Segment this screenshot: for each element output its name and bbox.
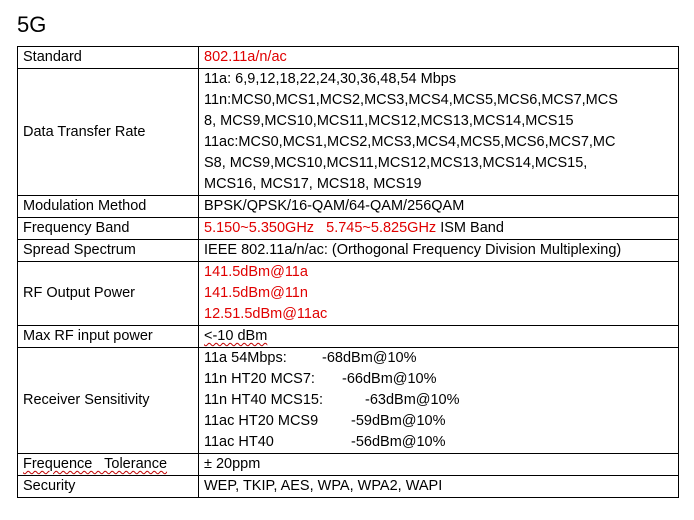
frequency-value — [199, 218, 679, 240]
frequency-suffix: ISM Band — [440, 220, 504, 236]
row-security — [18, 476, 679, 498]
receiver-label: Receiver Sensitivity — [18, 348, 199, 454]
rf-output-11a: 141.5dBm@11a — [204, 264, 308, 280]
receiver-level: -59dBm@10% — [351, 413, 446, 429]
data-rate-value — [199, 69, 679, 196]
receiver-item — [204, 369, 673, 390]
standard-value: 802.11a/n/ac — [199, 47, 679, 69]
receiver-mode: 11n HT20 MCS7: — [204, 371, 315, 387]
data-rate-line-11ac-cont: S8, MCS9,MCS10,MCS11,MCS12,MCS13,MCS14,MCS15, — [204, 155, 588, 171]
data-rate-line-11ac: 11ac:MCS0,MCS1,MCS2,MCS3,MCS4,MCS5,MCS6,MCS7,MC — [204, 134, 616, 150]
row-standard — [18, 47, 679, 69]
receiver-level: -63dBm@10% — [365, 392, 460, 408]
data-rate-label: Data Transfer Rate — [18, 69, 199, 196]
receiver-mode: 11n HT40 MCS15: — [204, 392, 324, 408]
rf-output-value — [199, 262, 679, 326]
receiver-level: -68dBm@10% — [322, 350, 417, 366]
tolerance-label-text: Frequence Tolerance — [23, 456, 168, 472]
data-rate-line-11a: 11a: 6,9,12,18,22,24,30,36,48,54 Mbps — [204, 71, 457, 87]
receiver-mode: 11a 54Mbps: — [204, 350, 287, 366]
rf-output-11n: 141.5dBm@11n — [204, 285, 308, 301]
standard-label: Standard — [18, 47, 199, 69]
security-label: Security — [18, 476, 199, 498]
rf-output-11ac: 12.51.5dBm@11ac — [204, 306, 328, 322]
receiver-level: -66dBm@10% — [342, 371, 437, 387]
receiver-mode: 11ac HT20 MCS9 — [204, 413, 319, 429]
page-title: 5G — [17, 12, 47, 37]
receiver-mode: 11ac HT40 — [204, 434, 274, 450]
receiver-item — [204, 411, 673, 432]
spread-value: IEEE 802.11a/n/ac: (Orthogonal Frequency Division Multiplexing) — [199, 240, 679, 262]
row-receiver — [18, 348, 679, 454]
receiver-item — [204, 432, 673, 453]
max-rf-input-text: <-10 dBm — [204, 328, 268, 344]
spread-label: Spread Spectrum — [18, 240, 199, 262]
row-spread — [18, 240, 679, 262]
modulation-label: Modulation Method — [18, 196, 199, 218]
frequency-label: Frequency Band — [18, 218, 199, 240]
receiver-value — [199, 348, 679, 454]
max-rf-input-value — [199, 326, 679, 348]
data-rate-line-11n: 11n:MCS0,MCS1,MCS2,MCS3,MCS4,MCS5,MCS6,MCS7,MCS — [204, 92, 618, 108]
rf-output-label: RF Output Power — [18, 262, 199, 326]
receiver-level: -56dBm@10% — [351, 434, 446, 450]
frequency-band-1: 5.150~5.350GHz — [204, 220, 315, 236]
modulation-value: BPSK/QPSK/16-QAM/64-QAM/256QAM — [199, 196, 679, 218]
data-rate-line-11n-cont: 8, MCS9,MCS10,MCS11,MCS12,MCS13,MCS14,MCS15 — [204, 113, 574, 129]
row-max-rf-input — [18, 326, 679, 348]
security-value: WEP, TKIP, AES, WPA, WPA2, WAPI — [199, 476, 679, 498]
row-modulation — [18, 196, 679, 218]
data-rate-line-11ac-end: MCS16, MCS17, MCS18, MCS19 — [204, 176, 422, 192]
frequency-band-2: 5.745~5.825GHz — [326, 220, 437, 236]
row-data-rate — [18, 69, 679, 196]
row-frequency — [18, 218, 679, 240]
spec-table — [17, 46, 679, 498]
tolerance-value: ± 20ppm — [199, 454, 679, 476]
max-rf-input-label: Max RF input power — [18, 326, 199, 348]
receiver-item — [204, 390, 673, 411]
row-tolerance — [18, 454, 679, 476]
tolerance-label — [18, 454, 199, 476]
receiver-item — [204, 348, 673, 369]
row-rf-output — [18, 262, 679, 326]
